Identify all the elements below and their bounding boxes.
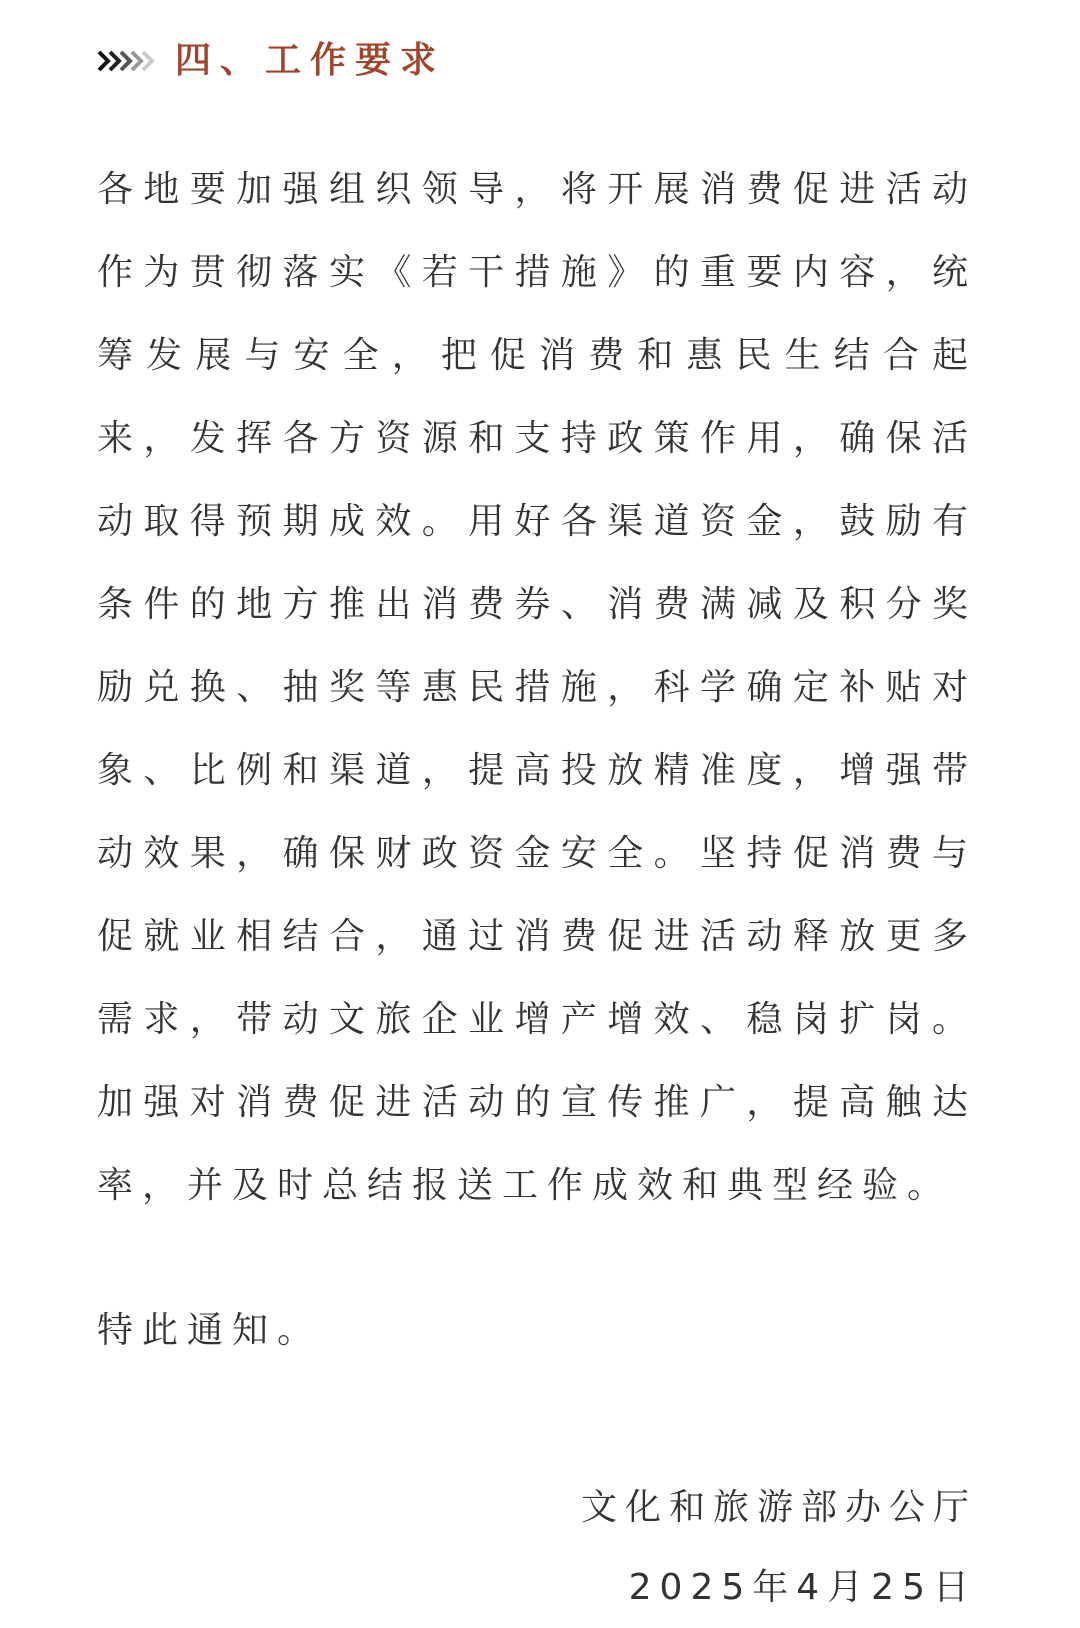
chevron-arrows-icon [97,48,161,74]
body-paragraph: 各地要加强组织领导，将开展消费促进活动作为贯彻落实《若干措施》的重要内容，统筹发展与安全，把促消费和惠民生结合起来，发挥各方资源和支持政策作用，确保活动取得预期成效。用好各渠道资金，鼓励有条件的地方推出消费券、消费满减及积分奖励兑换、抽奖等惠民措施，科学确定补贴对象、比例和渠道，提高投放精准度，增强带动效果，确保财政资金安全。坚持促消费与促就业相结合，通过消费促进活动释放更多需求，带动文旅企业增产增效、稳岗扩岗。加强对消费促进活动的宣传推广，提高触达率，并及时总结报送工作成效和典型经验。 [97,169,977,1206]
signature-block [581,1468,977,1628]
issue-date: 2025年4月25日 [628,1567,977,1608]
issuing-organization: 文化和旅游部办公厅 [580,1487,977,1528]
section-title: 四、工作要求 [175,40,446,81]
closing-line: 特此通知。 [97,1310,323,1351]
section-heading [97,36,445,86]
